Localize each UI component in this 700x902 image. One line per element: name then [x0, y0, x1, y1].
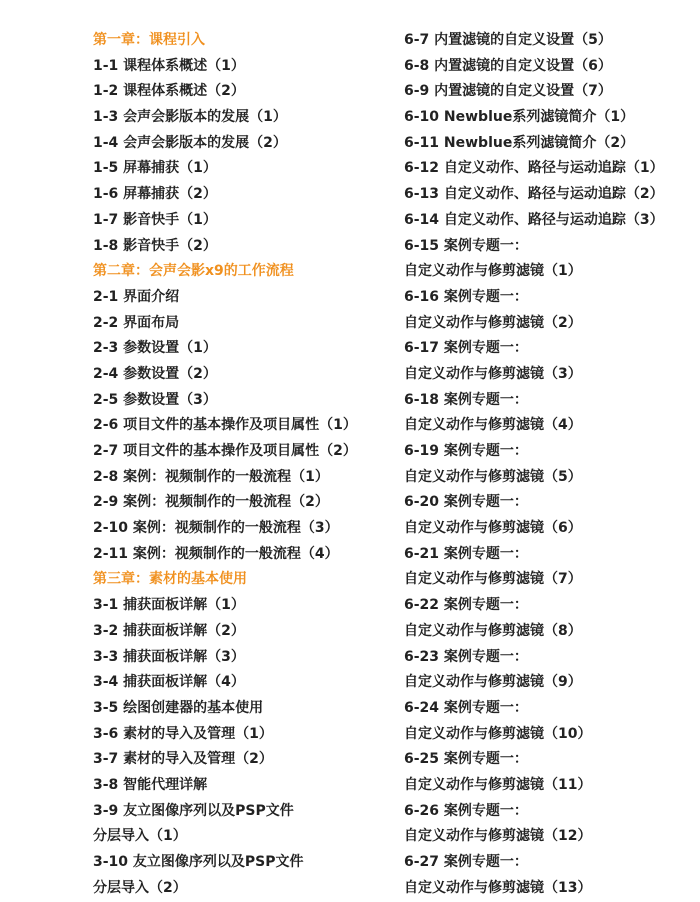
right-lesson-item: 6-17 案例专题一： — [404, 340, 528, 357]
right-lesson-item: 6-20 案例专题一： — [404, 494, 528, 511]
right-lesson-item: 6-27 案例专题一： — [404, 854, 528, 870]
right-lesson-item: 6-19 案例专题一： — [404, 443, 528, 459]
left-lesson-item: 3-2 捕获面板详解（2） — [93, 622, 245, 639]
left-lesson-item: 2-2 界面布局 — [93, 314, 180, 331]
left-lesson-item: 1-2 课程体系概述（2） — [93, 83, 245, 100]
left-lesson-item: 2-1 界面介绍 — [93, 288, 180, 305]
left-chapter-heading: 第三章：素材的基本使用 — [93, 571, 247, 588]
left-lesson-item: 2-8 案例：视频制作的一般流程（1） — [93, 468, 329, 485]
right-lesson-item: 6-25 案例专题一： — [404, 751, 528, 768]
left-chapter-heading: 第二章：会声会影x9的工作流程 — [93, 263, 294, 280]
right-lesson-item: 自定义动作与修剪滤镜（13） — [404, 879, 592, 896]
right-lesson-item: 6-13 自定义动作、路径与运动追踪（2） — [404, 186, 664, 203]
right-lesson-item: 6-16 案例专题一： — [404, 288, 528, 305]
left-lesson-item: 3-3 捕获面板详解（3） — [93, 648, 245, 665]
right-lesson-item: 6-7 内置滤镜的自定义设置（5） — [404, 32, 612, 48]
left-lesson-item: 2-7 项目文件的基本操作及项目属性（2） — [93, 443, 357, 459]
right-lesson-item: 自定义动作与修剪滤镜（3） — [404, 365, 582, 382]
right-lesson-item: 6-9 内置滤镜的自定义设置（7） — [404, 83, 612, 100]
right-lesson-item: 6-21 案例专题一： — [404, 545, 528, 562]
left-lesson-item: 1-1 课程体系概述（1） — [93, 57, 245, 74]
left-lesson-item: 1-4 会声会影版本的发展（2） — [93, 134, 287, 151]
left-lesson-item: 2-4 参数设置（2） — [93, 365, 217, 382]
right-lesson-item: 自定义动作与修剪滤镜（8） — [404, 622, 582, 639]
left-lesson-item: 1-8 影音快手（2） — [93, 237, 217, 254]
right-lesson-item: 6-8 内置滤镜的自定义设置（6） — [404, 57, 612, 74]
right-lesson-item: 6-10 Newblue系列滤镜简介（1） — [404, 109, 635, 126]
left-lesson-item: 2-9 案例：视频制作的一般流程（2） — [93, 494, 329, 511]
right-lesson-item: 自定义动作与修剪滤镜（11） — [404, 776, 592, 793]
left-lesson-item: 1-6 屏幕捕获（2） — [93, 186, 217, 203]
right-lesson-item: 自定义动作与修剪滤镜（10） — [404, 725, 592, 742]
left-lesson-item: 分层导入（2） — [93, 879, 187, 896]
left-lesson-item: 1-5 屏幕捕获（1） — [93, 160, 217, 177]
right-column — [404, 28, 694, 901]
right-lesson-item: 自定义动作与修剪滤镜（4） — [404, 417, 582, 434]
right-lesson-item: 6-15 案例专题一： — [404, 237, 528, 254]
left-column — [93, 28, 393, 901]
right-lesson-item: 6-23 案例专题一： — [404, 648, 528, 665]
left-lesson-item: 1-7 影音快手（1） — [93, 211, 217, 228]
left-chapter-heading: 第一章：课程引入 — [93, 32, 205, 48]
right-lesson-item: 6-12 自定义动作、路径与运动追踪（1） — [404, 160, 664, 177]
left-lesson-item: 3-1 捕获面板详解（1） — [93, 597, 245, 614]
left-lesson-item: 1-3 会声会影版本的发展（1） — [93, 109, 287, 126]
right-lesson-item: 6-22 案例专题一： — [404, 597, 528, 614]
left-lesson-item: 2-10 案例：视频制作的一般流程（3） — [93, 520, 339, 537]
right-lesson-item: 6-18 案例专题一： — [404, 391, 528, 408]
right-lesson-item: 自定义动作与修剪滤镜（9） — [404, 674, 582, 691]
left-lesson-item: 3-6 素材的导入及管理（1） — [93, 725, 273, 742]
left-lesson-item: 分层导入（1） — [93, 828, 187, 845]
left-lesson-item: 3-7 素材的导入及管理（2） — [93, 751, 273, 768]
left-lesson-item: 3-10 友立图像序列以及PSP文件 — [93, 854, 304, 870]
left-lesson-item: 3-9 友立图像序列以及PSP文件 — [93, 802, 294, 819]
left-lesson-item: 3-4 捕获面板详解（4） — [93, 674, 245, 691]
right-lesson-item: 自定义动作与修剪滤镜（1） — [404, 263, 582, 280]
left-lesson-item: 2-3 参数设置（1） — [93, 340, 217, 357]
left-lesson-item: 3-5 绘图创建器的基本使用 — [93, 699, 264, 716]
left-lesson-item: 2-11 案例：视频制作的一般流程（4） — [93, 545, 339, 562]
right-lesson-item: 自定义动作与修剪滤镜（12） — [404, 828, 592, 845]
right-lesson-item: 6-26 案例专题一： — [404, 802, 528, 819]
right-lesson-item: 6-24 案例专题一： — [404, 699, 528, 716]
right-lesson-item: 自定义动作与修剪滤镜（2） — [404, 314, 582, 331]
left-lesson-item: 3-8 智能代理详解 — [93, 776, 208, 793]
left-lesson-item: 2-6 项目文件的基本操作及项目属性（1） — [93, 417, 357, 434]
right-lesson-item: 自定义动作与修剪滤镜（5） — [404, 468, 582, 485]
right-lesson-item: 6-14 自定义动作、路径与运动追踪（3） — [404, 211, 664, 228]
right-lesson-item: 自定义动作与修剪滤镜（7） — [404, 571, 582, 588]
right-lesson-item: 自定义动作与修剪滤镜（6） — [404, 520, 582, 537]
left-lesson-item: 2-5 参数设置（3） — [93, 391, 217, 408]
right-lesson-item: 6-11 Newblue系列滤镜简介（2） — [404, 134, 635, 151]
